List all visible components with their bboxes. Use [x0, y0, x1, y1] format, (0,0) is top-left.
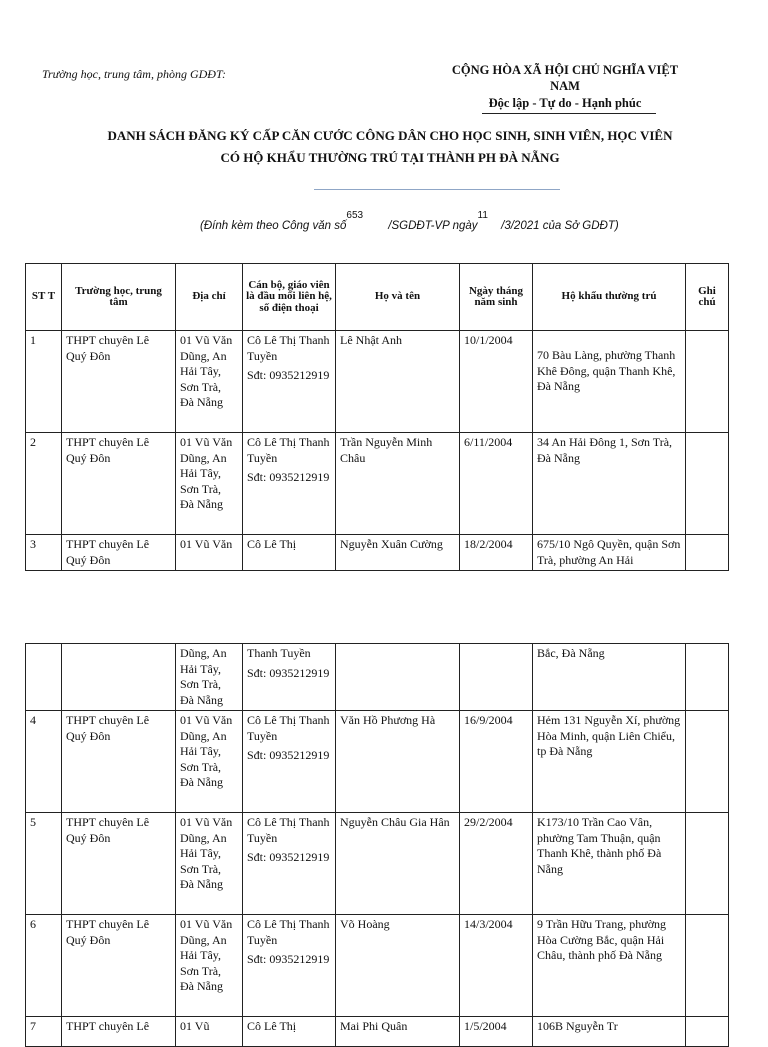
cell-school: THPT chuyên Lê Quý Đôn [62, 535, 176, 571]
cell-dob: 29/2/2004 [460, 813, 533, 915]
cell-stt: 2 [26, 433, 62, 535]
table-row [26, 813, 729, 915]
document-title [40, 125, 740, 169]
cell-dob: 6/11/2004 [460, 433, 533, 535]
header-row [26, 264, 729, 331]
attach-prefix: (Đính kèm theo Công văn số [200, 219, 347, 232]
cell-residence: 70 Bàu Làng, phường Thanh Khê Đông, quận Thanh Khê, Đà Nẵng [533, 331, 686, 433]
cell-school: THPT chuyên Lê Quý Đôn [62, 433, 176, 535]
cell-name: Văn Hồ Phương Hà [336, 711, 460, 813]
table-row [26, 433, 729, 535]
col-address: Địa chỉ [176, 264, 243, 331]
cell-name: Mai Phi Quân [336, 1017, 460, 1047]
cell-note [686, 331, 729, 433]
cell-address: 01 Vũ Văn Dũng, An Hải Tây, Sơn Trà, Đà Nẵng [176, 331, 243, 433]
cell-address: 01 Vũ Văn [176, 535, 243, 571]
table-row [26, 535, 729, 571]
cell-phone: Sđt: 0935212919 [247, 368, 330, 382]
col-residence: Hộ khẩu thường trú [533, 264, 686, 331]
cell-residence: Bắc, Đà Nẵng [533, 644, 686, 711]
attachment-note [200, 210, 619, 232]
cell-note [686, 1017, 729, 1047]
cell-address: Dũng, An Hải Tây, Sơn Trà, Đà Nẵng [176, 644, 243, 711]
cell-address: 01 Vũ Văn Dũng, An Hải Tây, Sơn Trà, Đà Nẵng [176, 915, 243, 1017]
col-note: Ghi chú [686, 264, 729, 331]
table-row [26, 1017, 729, 1047]
motto-underline [482, 113, 656, 114]
cell-stt: 5 [26, 813, 62, 915]
col-school: Trường học, trung tâm [62, 264, 176, 331]
cell-contact: Thanh Tuyền Sđt: 0935212919 [243, 644, 336, 711]
cell-dob: 16/9/2004 [460, 711, 533, 813]
table-row [26, 711, 729, 813]
cell-dob: 18/2/2004 [460, 535, 533, 571]
cell-school: THPT chuyên Lê [62, 1017, 176, 1047]
cell-school: THPT chuyên Lê Quý Đôn [62, 331, 176, 433]
nation-line-2: NAM [550, 79, 580, 93]
cell-name: Trần Nguyễn Minh Châu [336, 433, 460, 535]
nation-line-1: CỘNG HÒA XÃ HỘI CHỦ NGHĨA VIỆT [451, 63, 679, 77]
cell-dob: 1/5/2004 [460, 1017, 533, 1047]
cell-note [686, 915, 729, 1017]
col-contact: Cán bộ, giáo viên là đầu mối liên hệ, số điện thoại [243, 264, 336, 331]
cell-phone: Sđt: 0935212919 [247, 748, 330, 762]
cell-residence: 9 Trần Hữu Trang, phường Hòa Cường Bắc, quận Hải Châu, thành phố Đà Nẵng [533, 915, 686, 1017]
title-line-1: DANH SÁCH ĐĂNG KÝ CẤP CĂN CƯỚC CÔNG DÂN CHO HỌC SINH, SINH VIÊN, HỌC VIÊN [107, 128, 673, 143]
cell-phone: Sđt: 0935212919 [247, 850, 330, 864]
cell-stt [26, 644, 62, 711]
cell-note [686, 644, 729, 711]
cell-residence: 34 An Hải Đông 1, Sơn Trà, Đà Nẵng [533, 433, 686, 535]
cell-contact: Cô Lê Thị Thanh Tuyền Sđt: 0935212919 [243, 915, 336, 1017]
cell-residence: K173/10 Trần Cao Vân, phường Tam Thuận, quận Thanh Khê, thành phố Đà Nẵng [533, 813, 686, 915]
cell-contact: Cô Lê Thị Thanh Tuyền Sđt: 0935212919 [243, 711, 336, 813]
cell-school: THPT chuyên Lê Quý Đôn [62, 915, 176, 1017]
cell-school [62, 644, 176, 711]
title-line-2: CÓ HỘ KHẨU THƯỜNG TRÚ TẠI THÀNH PH ĐÀ NẴNG [220, 150, 560, 165]
cell-address: 01 Vũ Văn Dũng, An Hải Tây, Sơn Trà, Đà Nẵng [176, 433, 243, 535]
cell-dob: 14/3/2004 [460, 915, 533, 1017]
cell-name [336, 644, 460, 711]
cell-contact: Cô Lê Thị [243, 535, 336, 571]
table-row [26, 644, 729, 711]
cell-contact: Cô Lê Thị [243, 1017, 336, 1047]
cell-dob: 10/1/2004 [460, 331, 533, 433]
registration-table-page-2 [25, 643, 729, 1047]
cell-note [686, 711, 729, 813]
table-row [26, 915, 729, 1017]
cell-stt: 4 [26, 711, 62, 813]
cell-residence: 106B Nguyễn Tr [533, 1017, 686, 1047]
cell-address: 01 Vũ Văn Dũng, An Hải Tây, Sơn Trà, Đà Nẵng [176, 711, 243, 813]
cell-contact: Cô Lê Thị Thanh Tuyền Sđt: 0935212919 [243, 813, 336, 915]
cell-residence: Hẻm 131 Nguyễn Xí, phường Hòa Minh, quận Liên Chiểu, tp Đà Nẵng [533, 711, 686, 813]
cell-address: 01 Vũ [176, 1017, 243, 1047]
cell-note [686, 433, 729, 535]
attach-number: 653 [346, 210, 364, 221]
cell-phone: Sđt: 0935212919 [247, 952, 330, 966]
nation-heading [440, 62, 690, 94]
attach-mid: /SGDĐT-VP ngày [388, 219, 478, 232]
cell-stt: 6 [26, 915, 62, 1017]
cell-school: THPT chuyên Lê Quý Đôn [62, 711, 176, 813]
col-dob: Ngày tháng năm sinh [460, 264, 533, 331]
cell-name: Nguyễn Châu Gia Hân [336, 813, 460, 915]
table-row [26, 331, 729, 433]
cell-school: THPT chuyên Lê Quý Đôn [62, 813, 176, 915]
cell-stt: 1 [26, 331, 62, 433]
school-line: Trường học, trung tâm, phòng GDĐT: [42, 67, 226, 81]
cell-address: 01 Vũ Văn Dũng, An Hải Tây, Sơn Trà, Đà Nẵng [176, 813, 243, 915]
motto: Độc lập - Tự do - Hạnh phúc [488, 96, 642, 110]
cell-phone: Sđt: 0935212919 [247, 665, 330, 680]
cell-name: Lê Nhật Anh [336, 331, 460, 433]
cell-note [686, 813, 729, 915]
attach-day: 11 [477, 210, 488, 221]
cell-contact: Cô Lê Thị Thanh Tuyền Sđt: 0935212919 [243, 433, 336, 535]
cell-contact: Cô Lê Thị Thanh Tuyền Sđt: 0935212919 [243, 331, 336, 433]
col-stt: ST T [26, 264, 62, 331]
cell-note [686, 535, 729, 571]
title-rule [314, 189, 560, 190]
cell-name: Võ Hoàng [336, 915, 460, 1017]
cell-stt: 7 [26, 1017, 62, 1047]
col-name: Họ và tên [336, 264, 460, 331]
cell-name: Nguyễn Xuân Cường [336, 535, 460, 571]
cell-residence: 675/10 Ngô Quyền, quận Sơn Trà, phường An Hải [533, 535, 686, 571]
cell-phone: Sđt: 0935212919 [247, 470, 330, 484]
cell-dob [460, 644, 533, 711]
registration-table-page-1 [25, 263, 729, 571]
attach-suffix: /3/2021 của Sở GDĐT) [501, 219, 619, 232]
cell-stt: 3 [26, 535, 62, 571]
